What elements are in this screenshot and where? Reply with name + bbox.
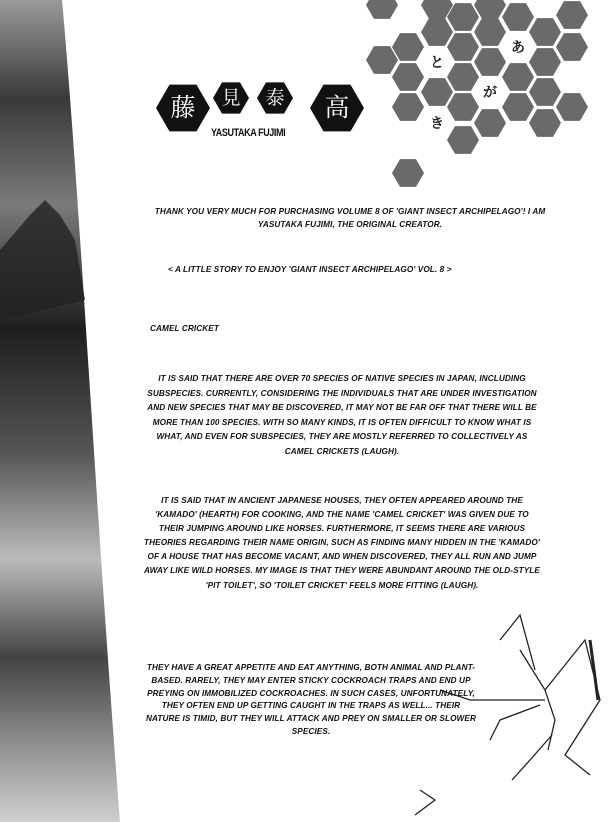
author-kanji: 高 [324,92,350,122]
hexagon-tile [474,109,506,137]
section-heading: CAMEL CRICKET [150,324,219,333]
hexagon-tile [502,63,534,91]
section-title-kana: あ [511,40,525,56]
hexagon-tile [474,18,506,46]
author-logo [156,82,364,131]
hexagon-tile [529,48,561,76]
intro-text: THANK YOU VERY MUCH FOR PURCHASING VOLUME 8 OF 'GIANT INSECT ARCHIPELAGO'! I AM YASUTAKA FUJIMI, THE ORIGINAL CREATOR. [154,207,546,229]
hexagon-tile [421,78,453,106]
hexagon-tile [474,48,506,76]
hexagon-tile [447,33,479,61]
hexagon-tile [556,1,588,29]
hexagon-tile [392,159,424,187]
paragraph: IT IS SAID THAT IN ANCIENT JAPANESE HOUSES, THEY OFTEN APPEARED AROUND THE 'KAMADO' (HEARTH) FOR COOKING, AND THE NAME 'CAMEL CRICKET' WAS GIVEN DUE TO THEIR JUMPING AROUND LIKE HORSES. FURTHERMORE, IT SEEMS THERE ARE VARIOUS THEORIES REGARDING THEIR NAME ORIGIN, SUCH AS FINDING MANY HIDDEN IN THE 'KAMADO' OF A HOUSE THAT HAS BECOME VACANT, AND WHEN DISCOVERED, THEY ALL RUN AND JUMP AWAY LIKE WILD HORSES. MY IMAGE IS THAT THEY WERE ABUNDANT AROUND THE OLD-STYLE 'PIT TOILET', SO 'TOILET CRICKET' FEELS MORE FITTING (LAUGH). [144,496,540,590]
landscape-illustration [0,0,120,822]
section-title-kana: き [430,116,444,132]
hexagon-tile [556,33,588,61]
hexagon-tile [392,63,424,91]
author-romaji: YASUTAKA FUJIMI [211,127,286,139]
hexagon-tile [421,18,453,46]
hexagon-tile [447,126,479,154]
hexagon-tile [502,93,534,121]
hexagon-tile [556,93,588,121]
section-title-kana: と [430,55,444,71]
hexagon-tile [366,46,398,74]
author-kanji: 藤 [170,92,196,122]
hexagon-tile [529,78,561,106]
section-title-kana: が [483,85,497,101]
hexagon-tile [447,93,479,121]
hexagon-tile [392,33,424,61]
subtitle: < A LITTLE STORY TO ENJOY 'GIANT INSECT ARCHIPELAGO' VOL. 8 > [168,265,452,274]
hexagon-tile [502,3,534,31]
hexagon-tile [366,0,398,19]
hexagon-tile [529,109,561,137]
hex-pattern [366,0,588,187]
paragraph: THEY HAVE A GREAT APPETITE AND EAT ANYTHING, BOTH ANIMAL AND PLANT-BASED. RARELY, THEY MAY ENTER STICKY COCKROACH TRAPS AND END UP PREYING ON IMMOBILIZED COCKROACHES. IN SUCH CASES, UNFORTUNATELY, THEY OFTEN END UP GETTING CAUGHT IN THE TRAPS AS WELL... THEIR NATURE IS TIMID, BUT THEY WILL ATTACK AND PREY ON SMALLER OR SLOWER SPECIES. [146,663,476,736]
hexagon-tile [447,3,479,31]
paragraph: IT IS SAID THAT THERE ARE OVER 70 SPECIES OF NATIVE SPECIES IN JAPAN, INCLUDING SUBSPECIES. CURRENTLY, CONSIDERING THE INDIVIDUALS THAT ARE UNDER INVESTIGATION AND NEW SPECIES THAT MAY BE DISCOVERED, IT MAY NOT BE FAR OFF THAT THERE WILL BE MORE THAN 100 SPECIES. WITH SO MANY KINDS, IT IS OFTEN DIFFICULT TO KNOW WHAT IS WHAT, AND EVEN FOR SUBSPECIES, THEY ARE MOSTLY REFERRED TO COLLECTIVELY AS CAMEL CRICKETS (LAUGH). [147,374,537,456]
hexagon-tile [529,18,561,46]
hexagon-tile [447,63,479,91]
author-kanji: 泰 [265,86,285,109]
hexagon-tile [392,93,424,121]
author-kanji: 見 [221,86,241,109]
hexagon-tile [474,0,506,19]
